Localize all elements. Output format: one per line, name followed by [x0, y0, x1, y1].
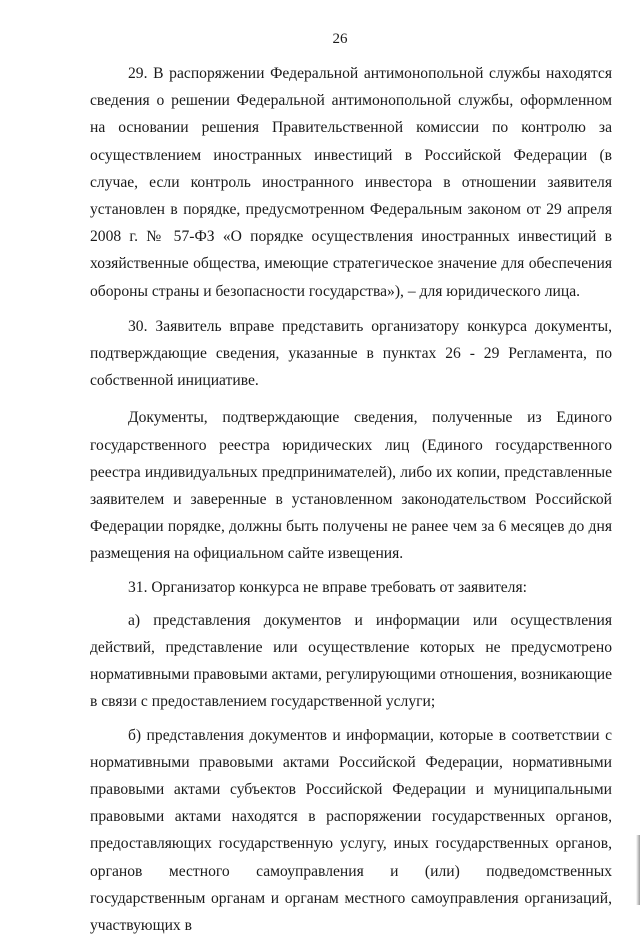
paragraph-documents: Документы, подтверждающие сведения, полученные из Единого государственного реестра юридических лиц (Единого государственного реестра индивидуальных предпринимателей), либо их копии, представленные заявителем и заверенные в установленном законодательством Российской Федерации порядке, должны быть получены не ранее чем за 6 месяцев до дня размещения на официальном сайте извещения. — [90, 409, 612, 563]
scan-edge-shadow — [636, 835, 640, 905]
paragraph-29: 29. В распоряжении Федеральной антимонопольной службы находятся сведения о решении Федеральной антимонопольной службы, оформленном на основании решения Правительственной комиссии по контролю за осуществлением иностранных инвестиций в Российской Федерации (в случае, если контроль иностранного инвестора в отношении заявителя установлен в порядке, предусмотренном Федеральным законом от 29 апреля 2008 г. № 57-ФЗ «О порядке осуществления иностранных инвестиций в хозяйственные общества, имеющие стратегическое значение для обеспечения обороны страны и безопасности государства»), – для юридического лица. — [90, 65, 612, 300]
paragraph-31-a: а) представления документов и информации или осуществления действий, представление или осуществление которых не предусмотрено нормативными правовыми актами, регулирующими отношения, возникающие в связи с предоставлением государственной услуги; — [90, 611, 612, 711]
paragraph-31-b: б) представления документов и информации, которые в соответствии с нормативными правовыми актами Российской Федерации, нормативными правовыми актами субъектов Российской Федерации и муниципальными правовыми актами находятся в распоряжении государственных органов, предоставляющих государственную услугу, иных государственных органов, органов местного самоуправления и (или) подведомственных государственным органам и органам местного самоуправления организаций, участвующих в — [90, 726, 612, 935]
document-body — [90, 60, 612, 939]
paragraph-31: 31. Организатор конкурса не вправе требовать от заявителя: — [128, 578, 527, 596]
paragraph-30: 30. Заявитель вправе представить организатору конкурса документы, подтверждающие сведения, указанные в пунктах 26 - 29 Регламента, по собственной инициативе. — [90, 317, 612, 390]
page-number: 26 — [332, 31, 348, 47]
